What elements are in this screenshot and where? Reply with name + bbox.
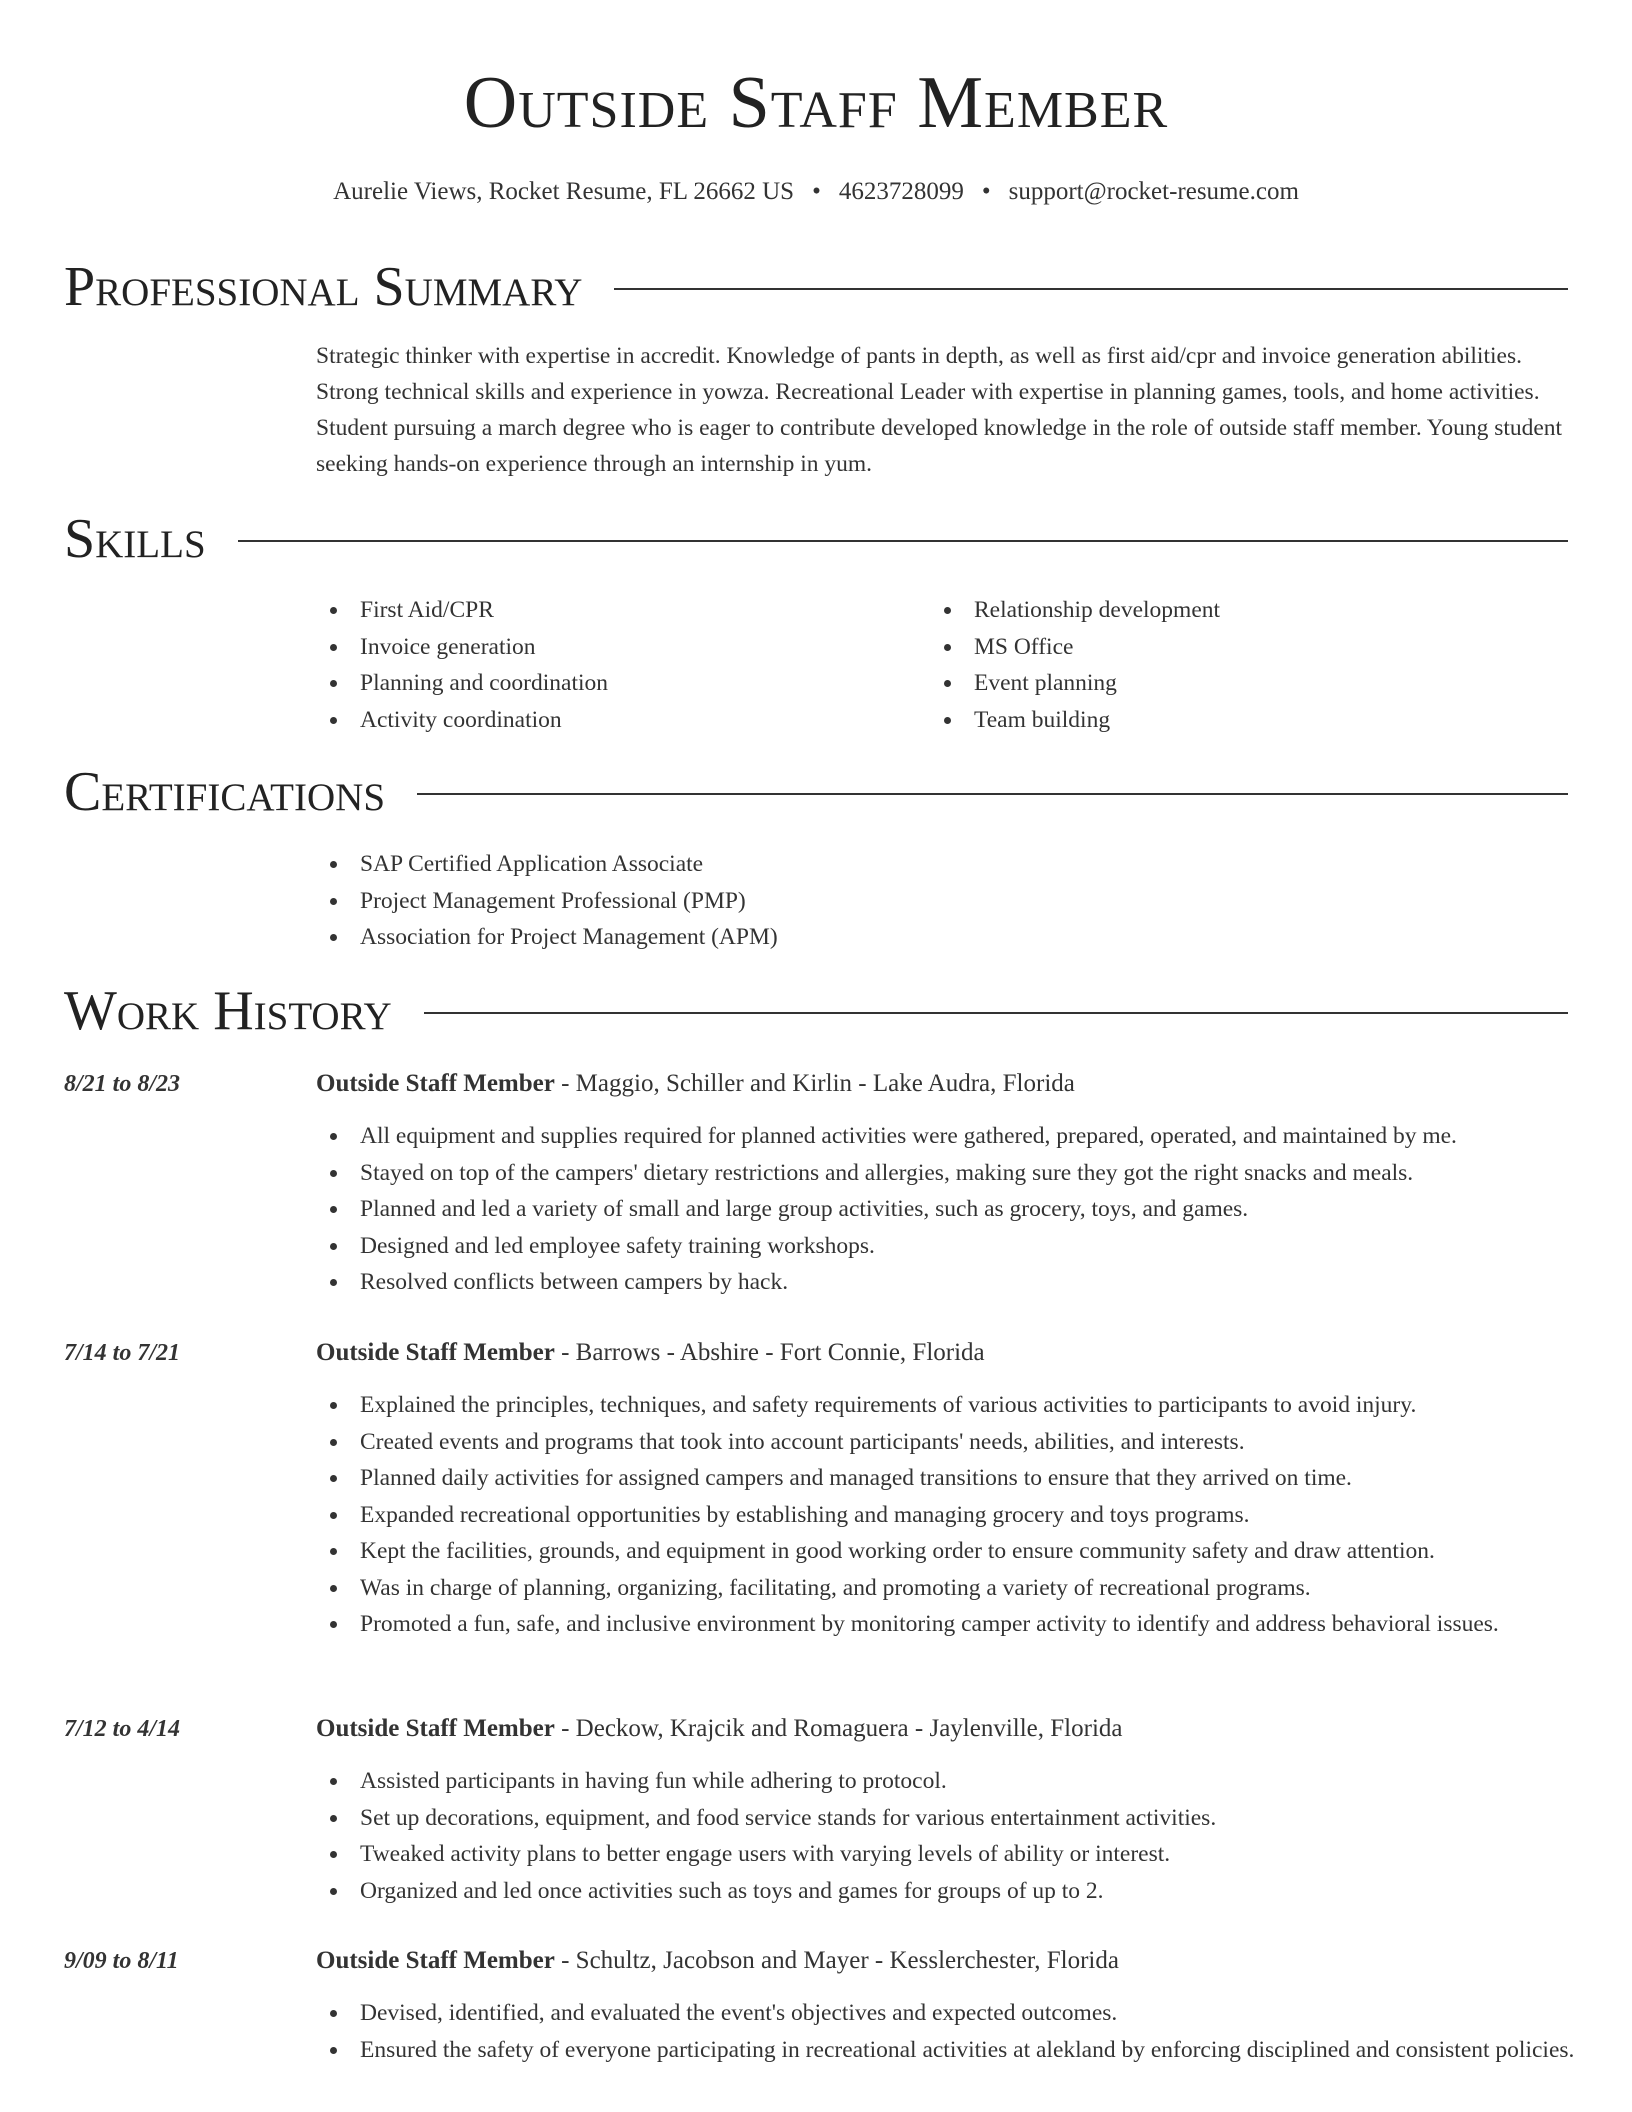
candidate-name: Outside Staff Member xyxy=(463,62,1169,144)
work-bullet: Devised, identified, and evaluated the event's objectives and expected outcomes. xyxy=(316,1995,1584,2032)
certification-item: Association for Project Management (APM) xyxy=(316,919,778,956)
section-divider xyxy=(238,540,1568,542)
work-bullet: Resolved conflicts between campers by hack. xyxy=(316,1264,1584,1301)
work-bullet: Tweaked activity plans to better engage users with varying levels of ability or interest. xyxy=(316,1836,1584,1873)
work-entry-bullets xyxy=(316,1387,1584,1643)
contact-line xyxy=(0,174,1632,210)
section-divider xyxy=(417,793,1568,795)
work-bullet: Planned and led a variety of small and large group activities, such as grocery, toys, and games. xyxy=(316,1191,1584,1228)
work-entry-dates: 9/09 to 8/11 xyxy=(64,1948,179,1974)
summary-section-header xyxy=(64,254,1568,320)
work-entry-employer: - Deckow, Krajcik and Romaguera - Jaylenville, Florida xyxy=(554,1715,1123,1742)
work-bullet: Was in charge of planning, organizing, facilitating, and promoting a variety of recreational programs. xyxy=(316,1570,1584,1607)
work-entry-dates: 8/21 to 8/23 xyxy=(64,1071,181,1097)
work-bullet: Set up decorations, equipment, and food service stands for various entertainment activities. xyxy=(316,1800,1584,1837)
work-entry-role: Outside Staff Member xyxy=(316,1947,555,1974)
work-bullet: Ensured the safety of everyone participating in recreational activities at alekland by enforcing disciplined and consistent policies. xyxy=(316,2032,1584,2069)
contact-address: Aurelie Views, Rocket Resume, FL 26662 US xyxy=(333,178,795,205)
work-bullet: Planned daily activities for assigned campers and managed transitions to ensure that they arrived on time. xyxy=(316,1460,1584,1497)
work-bullet: Stayed on top of the campers' dietary restrictions and allergies, making sure they got the right snacks and meals. xyxy=(316,1155,1584,1192)
work-entry-role: Outside Staff Member xyxy=(316,1715,555,1742)
contact-separator: • xyxy=(812,178,821,205)
work-history-section-header xyxy=(64,978,1568,1044)
work-bullet: Designed and led employee safety training workshops. xyxy=(316,1228,1584,1265)
contact-email[interactable]: support@rocket-resume.com xyxy=(1008,178,1299,205)
work-bullet: Organized and led once activities such as toys and games for groups of up to 2. xyxy=(316,1873,1584,1910)
work-bullet: Assisted participants in having fun while adhering to protocol. xyxy=(316,1763,1584,1800)
skills-section-title: Skills xyxy=(64,508,206,570)
certifications-list xyxy=(316,846,778,956)
work-entry-dates: 7/12 to 4/14 xyxy=(64,1716,181,1742)
work-bullet: Created events and programs that took into account participants' needs, abilities, and interests. xyxy=(316,1424,1584,1461)
skill-item: Planning and coordination xyxy=(316,665,608,702)
skill-item: MS Office xyxy=(930,629,1220,666)
skill-item: First Aid/CPR xyxy=(316,592,608,629)
certifications-section-title: Certifications xyxy=(64,761,386,823)
work-entry-heading xyxy=(316,1066,1584,1102)
certification-item: SAP Certified Application Associate xyxy=(316,846,778,883)
work-entry-employer: - Schultz, Jacobson and Mayer - Kesslerchester, Florida xyxy=(554,1947,1119,1974)
work-bullet: Expanded recreational opportunities by establishing and managing grocery and toys programs. xyxy=(316,1497,1584,1534)
work-bullet: Promoted a fun, safe, and inclusive environment by monitoring camper activity to identify and address behavioral issues. xyxy=(316,1606,1584,1643)
work-entry-role: Outside Staff Member xyxy=(316,1339,555,1366)
skill-item: Team building xyxy=(930,702,1220,739)
section-divider xyxy=(424,1012,1568,1014)
skills-list-left xyxy=(316,592,608,738)
work-entry-dates: 7/14 to 7/21 xyxy=(64,1340,181,1366)
skill-item: Invoice generation xyxy=(316,629,608,666)
work-entry-employer: - Barrows - Abshire - Fort Connie, Florida xyxy=(554,1339,985,1366)
work-entry-heading xyxy=(316,1335,1584,1371)
skills-list-right xyxy=(930,592,1220,738)
work-bullet: All equipment and supplies required for planned activities were gathered, prepared, operated, and maintained by me. xyxy=(316,1118,1584,1155)
work-entry-bullets xyxy=(316,1763,1584,1909)
certifications-section-header xyxy=(64,759,1568,825)
work-history-section-title: Work History xyxy=(64,980,392,1042)
skill-item: Activity coordination xyxy=(316,702,608,739)
work-entry-bullets xyxy=(316,1995,1584,2068)
summary-section-title: Professional Summary xyxy=(64,256,583,318)
certification-item: Project Management Professional (PMP) xyxy=(316,883,778,920)
work-entry-role: Outside Staff Member xyxy=(316,1070,555,1097)
contact-separator: • xyxy=(981,178,991,205)
work-bullet: Explained the principles, techniques, and safety requirements of various activities to participants to avoid injury. xyxy=(316,1387,1584,1424)
skill-item: Event planning xyxy=(930,665,1220,702)
skill-item: Relationship development xyxy=(930,592,1220,629)
work-entry-heading xyxy=(316,1943,1584,1979)
work-entry-employer: - Maggio, Schiller and Kirlin - Lake Audra, Florida xyxy=(554,1070,1075,1097)
work-entry-heading xyxy=(316,1711,1584,1747)
section-divider xyxy=(614,288,1568,290)
contact-phone: 4623728099 xyxy=(838,178,964,205)
work-entry-bullets xyxy=(316,1118,1584,1301)
summary-text: Strategic thinker with expertise in accredit. Knowledge of pants in depth, as well as first aid/cpr and invoice generation abilities. Strong technical skills and experience in yowza. Recreational Leader with expertise in planning games, tools, and home activities. Student pursuing a march degree who is eager to contribute developed knowledge in the role of outside staff member. Young student seeking hands-on experience through an internship in yum. xyxy=(316,343,1563,477)
skills-section-header xyxy=(64,506,1568,572)
work-bullet: Kept the facilities, grounds, and equipment in good working order to ensure community safety and draw attention. xyxy=(316,1533,1584,1570)
